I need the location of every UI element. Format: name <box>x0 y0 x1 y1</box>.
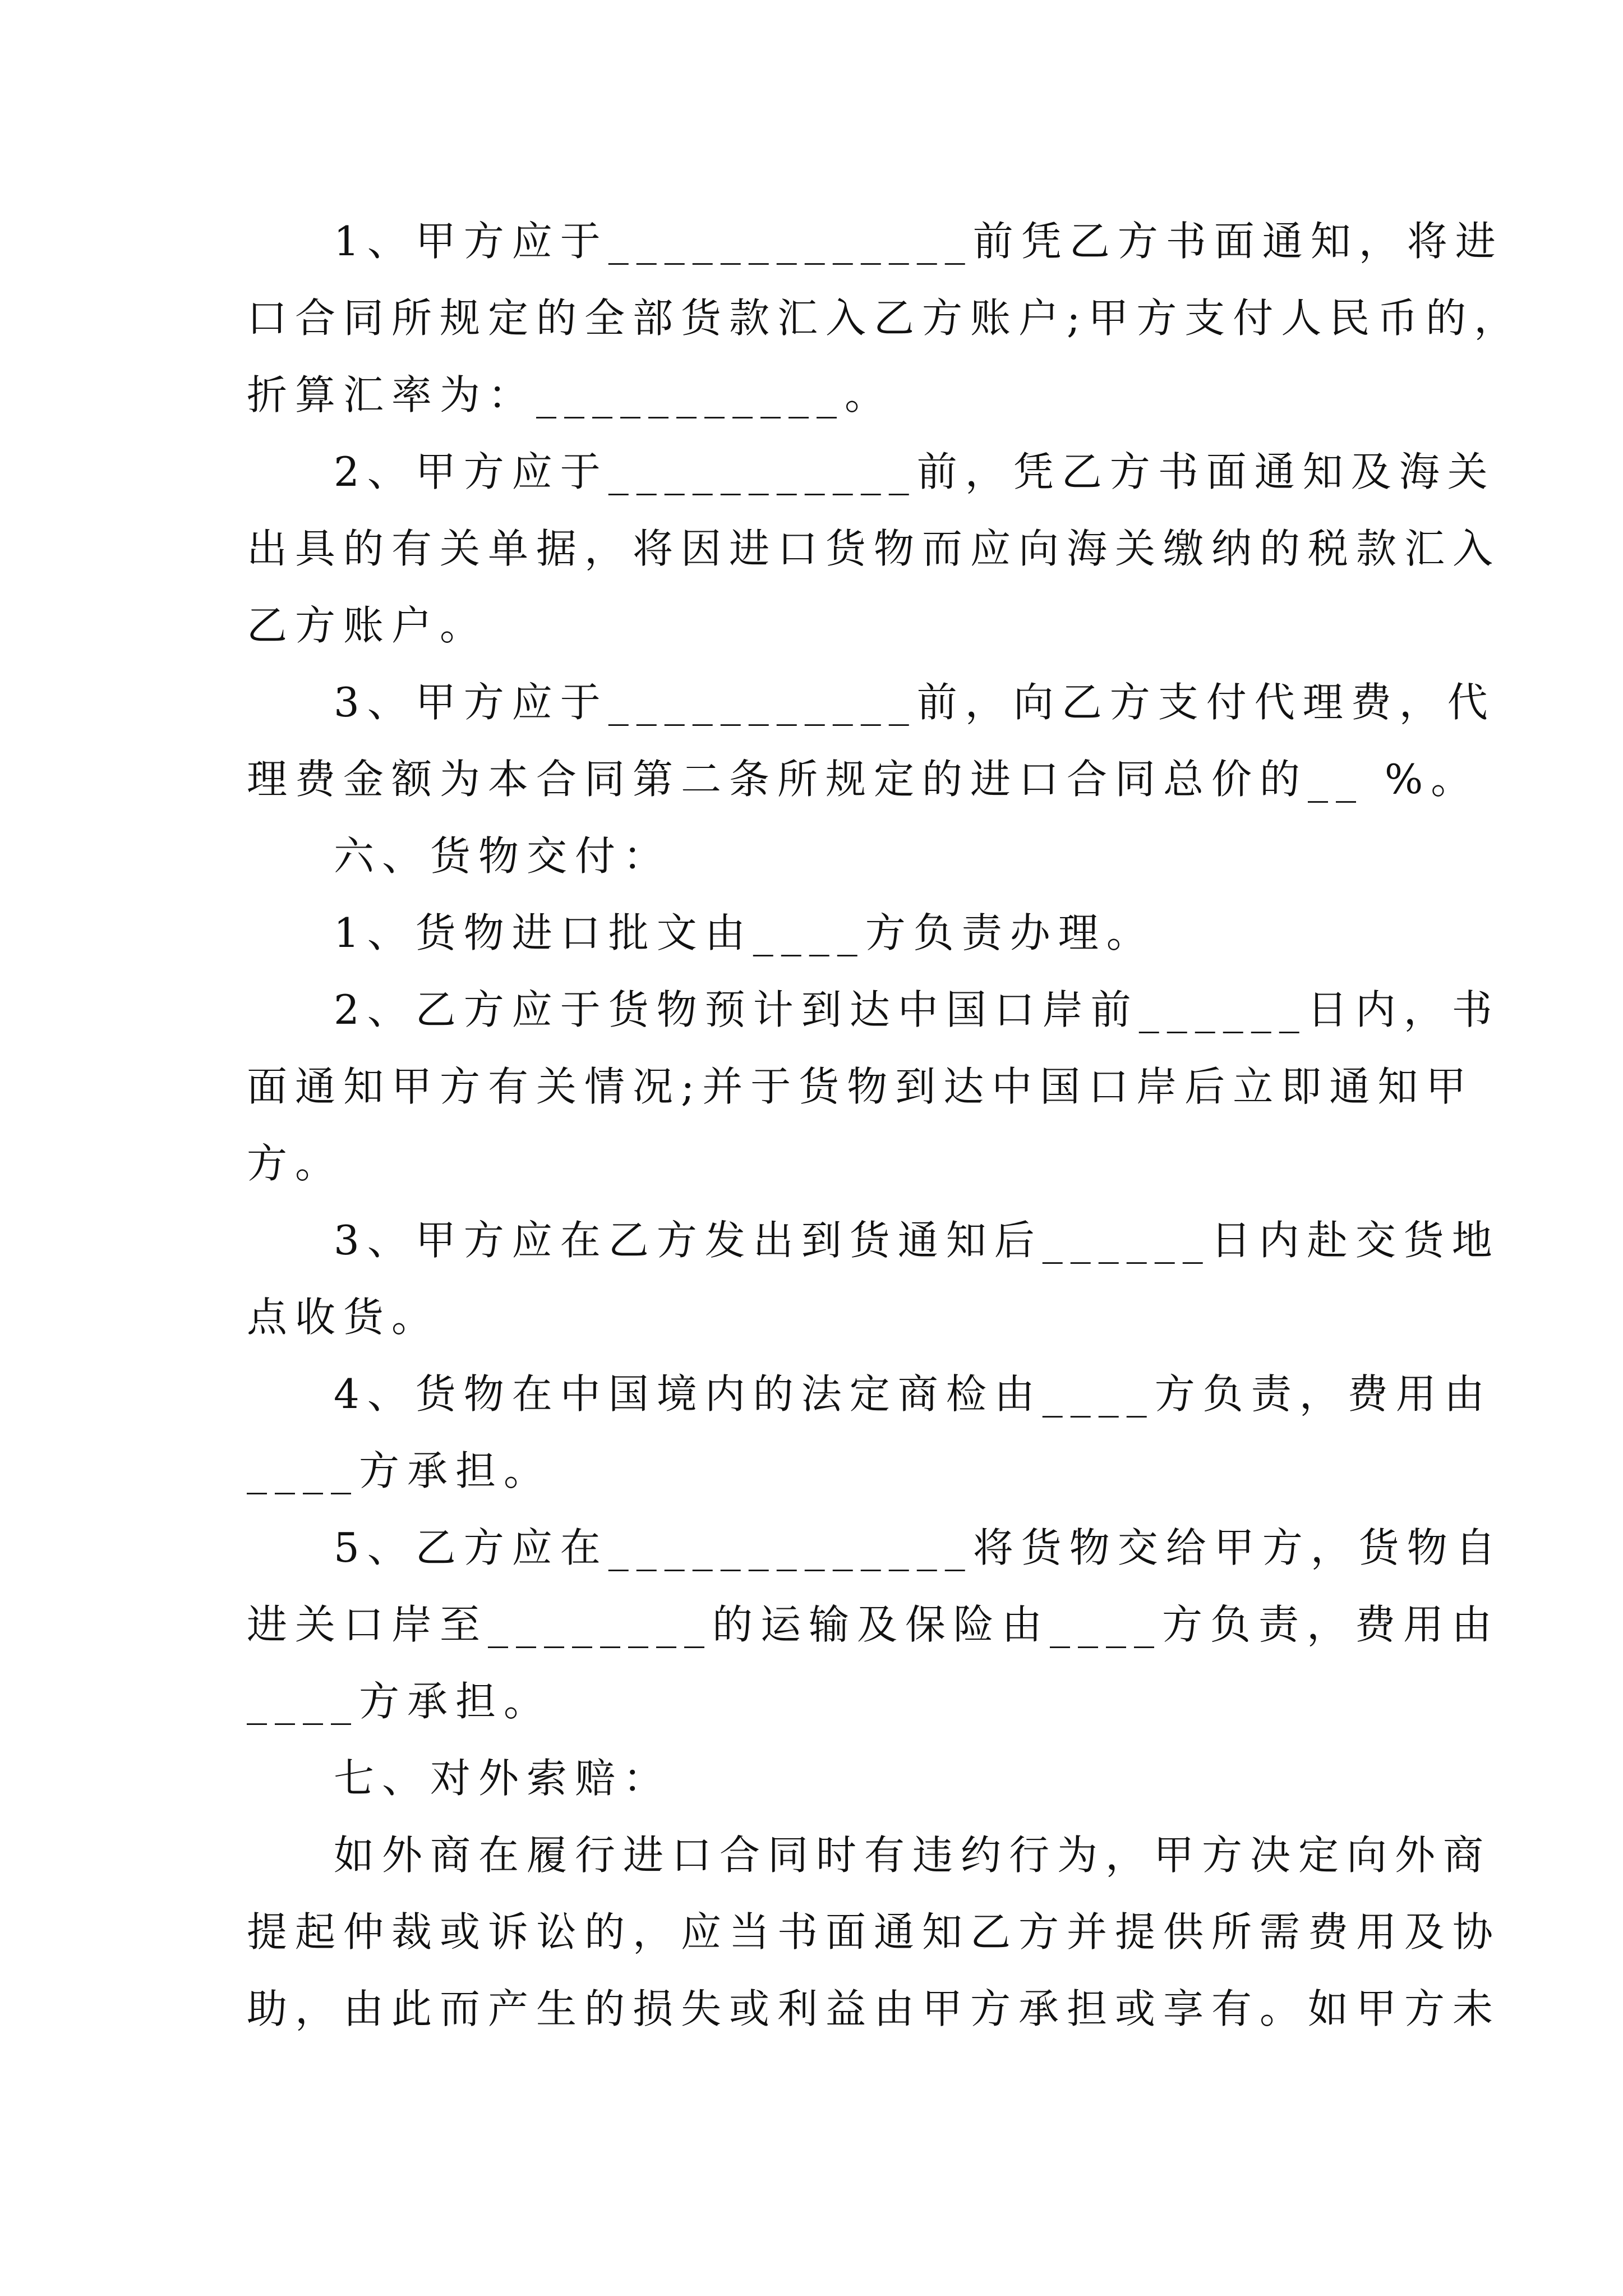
clause-6-2-line-2: 面通知甲方有关情况;并于货物到达中国口岸后立即通知甲 <box>247 1063 1474 1110</box>
clause-6-2-line-1: 2、乙方应于货物预计到达中国口岸前______日内，书 <box>334 986 1500 1033</box>
clause-5-2-line-2: 出具的有关单据，将因进口货物而应向海关缴纳的税款汇入 <box>247 525 1501 572</box>
clause-5-2-line-1: 2、甲方应于___________前，凭乙方书面通知及海关 <box>334 448 1496 495</box>
clause-5-3-line-1: 3、甲方应于___________前，向乙方支付代理费，代 <box>334 679 1496 726</box>
clause-5-2-line-3: 乙方账户。 <box>247 602 488 649</box>
section-7-paragraph-line-1: 如外商在履行进口合同时有违约行为，甲方决定向外商 <box>334 1832 1492 1879</box>
section-7-paragraph-line-2: 提起仲裁或诉讼的，应当书面通知乙方并提供所需费用及协 <box>247 1908 1501 1955</box>
section-7-paragraph-line-3: 助，由此而产生的损失或利益由甲方承担或享有。如甲方未 <box>247 1985 1501 2032</box>
clause-5-1-line-1: 1、甲方应于_____________前凭乙方书面通知，将进 <box>334 218 1504 265</box>
section-7-heading: 七、对外索赔： <box>334 1755 672 1802</box>
clause-6-1: 1、货物进口批文由____方负责办理。 <box>334 909 1155 956</box>
clause-6-2-line-3: 方。 <box>247 1140 344 1187</box>
clause-5-1-line-3: 折算汇率为：___________。 <box>247 371 893 418</box>
clause-5-3-line-2: 理费金额为本合同第二条所规定的进口合同总价的__ %。 <box>247 756 1479 803</box>
clause-6-5-line-2: 进关口岸至________的运输及保险由____方负责，费用由 <box>247 1601 1500 1648</box>
clause-6-3-line-2: 点收货。 <box>247 1294 440 1341</box>
clause-6-4-line-2: ____方承担。 <box>247 1447 552 1494</box>
clause-6-5-line-1: 5、乙方应在_____________将货物交给甲方，货物自 <box>334 1524 1504 1571</box>
section-6-heading: 六、货物交付： <box>334 832 672 880</box>
contract-text <box>247 203 1523 2047</box>
clause-5-1-line-2: 口合同所规定的全部货款汇入乙方账户;甲方支付人民币的， <box>247 295 1523 342</box>
clause-6-5-line-3: ____方承担。 <box>247 1678 552 1725</box>
clause-6-3-line-1: 3、甲方应在乙方发出到货通知后______日内赴交货地 <box>334 1217 1500 1264</box>
clause-6-4-line-1: 4、货物在中国境内的法定商检由____方负责，费用由 <box>334 1370 1492 1418</box>
